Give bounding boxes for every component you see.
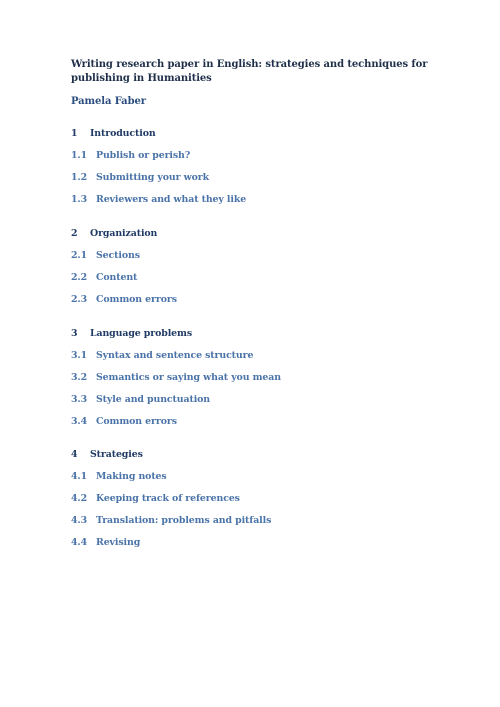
toc-number: 1.1 [71, 150, 88, 161]
toc-label: Strategies [90, 449, 143, 460]
toc-label: Publish or perish? [96, 150, 191, 161]
toc-label: Reviewers and what they like [96, 194, 247, 205]
toc-label: Revising [96, 537, 141, 548]
toc-label: Common errors [96, 294, 177, 305]
toc-label: Language problems [90, 328, 193, 339]
toc-number: 2 [71, 228, 78, 239]
toc-number: 2.2 [71, 272, 88, 283]
toc-number: 1.2 [71, 172, 88, 183]
toc-number: 3 [71, 328, 78, 339]
toc-number: 3.2 [71, 372, 88, 383]
toc-number: 1 [71, 128, 78, 139]
toc-number: 4.1 [71, 471, 88, 482]
toc-number: 3.4 [71, 416, 88, 427]
toc-number: 3.1 [71, 350, 88, 361]
toc-number: 3.3 [71, 394, 88, 405]
toc-number: 4.3 [71, 515, 88, 526]
toc-number: 1.3 [71, 194, 88, 205]
toc-label: Content [96, 272, 138, 283]
toc-label: Introduction [90, 128, 156, 139]
toc-number: 2.3 [71, 294, 88, 305]
toc-label: Semantics or saying what you mean [96, 372, 281, 383]
toc-number: 2.1 [71, 250, 88, 261]
toc-label: Keeping track of references [96, 493, 240, 504]
toc-label: Common errors [96, 416, 177, 427]
toc-label: Making notes [96, 471, 167, 482]
toc-number: 4.2 [71, 493, 88, 504]
toc-label: Organization [90, 228, 158, 239]
toc-label: Style and punctuation [96, 394, 211, 405]
document-title: Writing research paper in English: strategies and techniques for publishing in Humanities [71, 59, 428, 84]
toc-label: Syntax and sentence structure [96, 350, 254, 361]
toc-number: 4 [71, 449, 78, 460]
toc-label: Submitting your work [96, 172, 209, 183]
toc-number: 4.4 [71, 537, 88, 548]
toc-label: Translation: problems and pitfalls [96, 515, 272, 526]
document-author: Pamela Faber [71, 96, 146, 107]
toc-label: Sections [96, 250, 140, 261]
